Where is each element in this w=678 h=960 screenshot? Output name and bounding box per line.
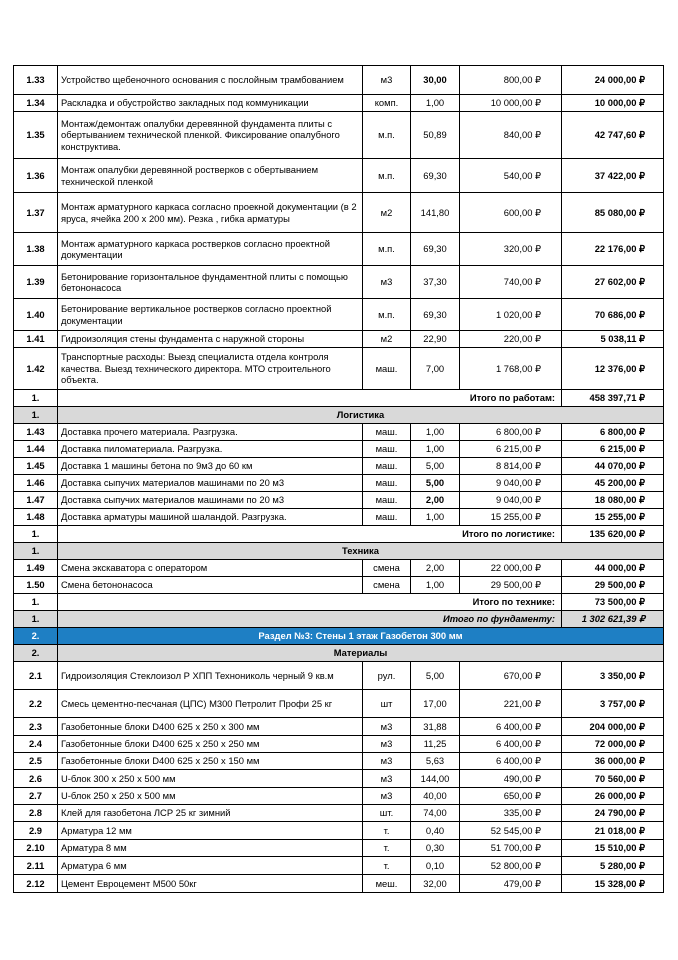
category-header-row	[14, 645, 664, 662]
row-quantity: 31,88	[411, 718, 460, 736]
row-description: Смена экскаватора с оператором	[58, 560, 363, 577]
row-number: 2.9	[14, 822, 58, 840]
row-description: Доставка прочего материала. Разгрузка.	[58, 424, 363, 441]
row-description: Бетонирование вертикальное ростверков согласно проектной документации	[58, 299, 363, 331]
row-price: 221,00 ₽	[460, 690, 562, 718]
row-quantity: 17,00	[411, 690, 460, 718]
row-unit: т.	[363, 840, 411, 857]
subtotal-sum: 458 397,71 ₽	[562, 390, 664, 407]
row-sum: 18 080,00 ₽	[562, 492, 664, 509]
row-number: 2.12	[14, 875, 58, 893]
row-unit: т.	[363, 822, 411, 840]
row-sum: 12 376,00 ₽	[562, 348, 664, 390]
row-description: Клей для газобетона ЛСР 25 кг зимний	[58, 805, 363, 822]
row-unit: маш.	[363, 475, 411, 492]
table-row	[14, 348, 664, 390]
row-quantity: 7,00	[411, 348, 460, 390]
row-price: 29 500,00 ₽	[460, 577, 562, 594]
row-unit: смена	[363, 560, 411, 577]
grand-total-row	[14, 611, 664, 628]
row-sum: 204 000,00 ₽	[562, 718, 664, 736]
table-row	[14, 690, 664, 718]
row-sum: 44 070,00 ₽	[562, 458, 664, 475]
row-quantity: 0,10	[411, 857, 460, 875]
row-price: 479,00 ₽	[460, 875, 562, 893]
row-number: 1.33	[14, 66, 58, 95]
row-sum: 85 080,00 ₽	[562, 193, 664, 233]
row-description: Арматура 12 мм	[58, 822, 363, 840]
row-price: 740,00 ₽	[460, 266, 562, 299]
row-sum: 10 000,00 ₽	[562, 95, 664, 112]
table-row	[14, 424, 664, 441]
row-number: 2.10	[14, 840, 58, 857]
row-description: Цемент Евроцемент М500 50кг	[58, 875, 363, 893]
row-number: 2.7	[14, 788, 58, 805]
row-quantity: 69,30	[411, 233, 460, 266]
row-quantity: 37,30	[411, 266, 460, 299]
row-quantity: 1,00	[411, 509, 460, 526]
table-row	[14, 509, 664, 526]
row-sum: 44 000,00 ₽	[562, 560, 664, 577]
row-quantity: 0,30	[411, 840, 460, 857]
row-unit: маш.	[363, 348, 411, 390]
table-row	[14, 266, 664, 299]
row-quantity: 5,00	[411, 662, 460, 690]
table-row	[14, 788, 664, 805]
table-row	[14, 822, 664, 840]
row-description: Доставка 1 машины бетона по 9м3 до 60 км	[58, 458, 363, 475]
row-number: 2.3	[14, 718, 58, 736]
row-number: 1.	[14, 594, 58, 611]
category-header-label: Логистика	[58, 407, 664, 424]
row-unit: смена	[363, 577, 411, 594]
row-number: 1.40	[14, 299, 58, 331]
table-row	[14, 753, 664, 770]
row-unit: маш.	[363, 509, 411, 526]
row-number: 1.49	[14, 560, 58, 577]
row-description: U-блок 250 х 250 х 500 мм	[58, 788, 363, 805]
row-description: Доставка пиломатериала. Разгрузка.	[58, 441, 363, 458]
row-number: 1.42	[14, 348, 58, 390]
row-sum: 15 328,00 ₽	[562, 875, 664, 893]
subtotal-label: Итого по технике:	[58, 594, 562, 611]
row-sum: 15 255,00 ₽	[562, 509, 664, 526]
table-row	[14, 718, 664, 736]
table-row	[14, 458, 664, 475]
row-unit: м3	[363, 753, 411, 770]
row-quantity: 69,30	[411, 299, 460, 331]
row-price: 840,00 ₽	[460, 112, 562, 159]
row-unit: м.п.	[363, 233, 411, 266]
row-sum: 26 000,00 ₽	[562, 788, 664, 805]
row-description: Доставка сыпучих материалов машинами по 20 м3	[58, 475, 363, 492]
subtotal-label: Итого по логистике:	[58, 526, 562, 543]
table-row	[14, 492, 664, 509]
row-description: U-блок 300 х 250 х 500 мм	[58, 770, 363, 788]
subtotal-row	[14, 526, 664, 543]
row-number: 2.5	[14, 753, 58, 770]
subtotal-row	[14, 594, 664, 611]
row-number: 1.39	[14, 266, 58, 299]
row-unit: м3	[363, 736, 411, 753]
row-price: 6 400,00 ₽	[460, 718, 562, 736]
row-price: 1 768,00 ₽	[460, 348, 562, 390]
row-unit: м2	[363, 193, 411, 233]
row-number: 1.34	[14, 95, 58, 112]
row-quantity: 141,80	[411, 193, 460, 233]
row-quantity: 0,40	[411, 822, 460, 840]
row-price: 8 814,00 ₽	[460, 458, 562, 475]
row-description: Монтаж опалубки деревянной ростверков с обертыванием технической пленкой	[58, 159, 363, 193]
table-row	[14, 66, 664, 95]
table-row	[14, 736, 664, 753]
row-price: 10 000,00 ₽	[460, 95, 562, 112]
subtotal-sum: 135 620,00 ₽	[562, 526, 664, 543]
row-number: 2.8	[14, 805, 58, 822]
row-price: 490,00 ₽	[460, 770, 562, 788]
table-row	[14, 441, 664, 458]
table-row	[14, 805, 664, 822]
section-title: Раздел №3: Стены 1 этаж Газобетон 300 мм	[58, 628, 664, 645]
row-price: 800,00 ₽	[460, 66, 562, 95]
table-row	[14, 299, 664, 331]
row-unit: меш.	[363, 875, 411, 893]
row-quantity: 2,00	[411, 492, 460, 509]
row-sum: 3 757,00 ₽	[562, 690, 664, 718]
row-price: 220,00 ₽	[460, 331, 562, 348]
row-sum: 27 602,00 ₽	[562, 266, 664, 299]
row-quantity: 50,89	[411, 112, 460, 159]
row-number: 2.2	[14, 690, 58, 718]
row-quantity: 1,00	[411, 441, 460, 458]
row-sum: 70 560,00 ₽	[562, 770, 664, 788]
row-unit: маш.	[363, 424, 411, 441]
row-sum: 72 000,00 ₽	[562, 736, 664, 753]
row-number: 1.36	[14, 159, 58, 193]
row-price: 52 800,00 ₽	[460, 857, 562, 875]
row-number: 1.	[14, 526, 58, 543]
subtotal-label: Итого по работам:	[58, 390, 562, 407]
table-row	[14, 233, 664, 266]
row-description: Смесь цементно-песчаная (ЦПС) М300 Петролит Профи 25 кг	[58, 690, 363, 718]
row-price: 52 545,00 ₽	[460, 822, 562, 840]
row-number: 1.	[14, 543, 58, 560]
row-price: 335,00 ₽	[460, 805, 562, 822]
table-row	[14, 662, 664, 690]
subtotal-row	[14, 390, 664, 407]
category-header-row	[14, 543, 664, 560]
table-row	[14, 475, 664, 492]
row-quantity: 5,00	[411, 458, 460, 475]
row-unit: шт.	[363, 805, 411, 822]
row-quantity: 5,63	[411, 753, 460, 770]
table-row	[14, 193, 664, 233]
row-price: 650,00 ₽	[460, 788, 562, 805]
row-number: 1.46	[14, 475, 58, 492]
table-row	[14, 560, 664, 577]
row-unit: м.п.	[363, 159, 411, 193]
row-sum: 45 200,00 ₽	[562, 475, 664, 492]
row-number: 1.37	[14, 193, 58, 233]
row-number: 1.43	[14, 424, 58, 441]
row-price: 600,00 ₽	[460, 193, 562, 233]
row-unit: м3	[363, 718, 411, 736]
row-unit: маш.	[363, 458, 411, 475]
row-price: 6 215,00 ₽	[460, 441, 562, 458]
row-number: 1.41	[14, 331, 58, 348]
row-price: 6 800,00 ₽	[460, 424, 562, 441]
row-description: Арматура 8 мм	[58, 840, 363, 857]
row-sum: 37 422,00 ₽	[562, 159, 664, 193]
category-header-row	[14, 407, 664, 424]
row-unit: т.	[363, 857, 411, 875]
row-description: Монтаж арматурного каркаса ростверков согласно проектной документации	[58, 233, 363, 266]
row-description: Монтаж арматурного каркаса согласно проекной документации (в 2 яруса, ячейка 200 х 200 мм). Резка , гибка арматуры	[58, 193, 363, 233]
row-description: Доставка сыпучих материалов машинами по 20 м3	[58, 492, 363, 509]
row-sum: 29 500,00 ₽	[562, 577, 664, 594]
row-quantity: 1,00	[411, 95, 460, 112]
row-quantity: 1,00	[411, 424, 460, 441]
grand-total-sum: 1 302 621,39 ₽	[562, 611, 664, 628]
estimate-table	[13, 65, 664, 893]
category-header-label: Материалы	[58, 645, 664, 662]
row-description: Раскладка и обустройство закладных под коммуникации	[58, 95, 363, 112]
table-row	[14, 112, 664, 159]
row-unit: шт	[363, 690, 411, 718]
row-unit: рул.	[363, 662, 411, 690]
row-sum: 22 176,00 ₽	[562, 233, 664, 266]
row-sum: 15 510,00 ₽	[562, 840, 664, 857]
table-row	[14, 770, 664, 788]
row-number: 2.	[14, 628, 58, 645]
row-unit: м2	[363, 331, 411, 348]
row-quantity: 32,00	[411, 875, 460, 893]
row-sum: 70 686,00 ₽	[562, 299, 664, 331]
row-number: 1.35	[14, 112, 58, 159]
row-number: 2.11	[14, 857, 58, 875]
row-unit: м.п.	[363, 299, 411, 331]
row-price: 670,00 ₽	[460, 662, 562, 690]
table-row	[14, 331, 664, 348]
row-quantity: 74,00	[411, 805, 460, 822]
row-unit: маш.	[363, 441, 411, 458]
row-number: 1.44	[14, 441, 58, 458]
row-quantity: 22,90	[411, 331, 460, 348]
category-header-label: Техника	[58, 543, 664, 560]
row-price: 51 700,00 ₽	[460, 840, 562, 857]
row-number: 2.1	[14, 662, 58, 690]
estimate-table-body	[14, 66, 664, 893]
row-quantity: 69,30	[411, 159, 460, 193]
row-unit: комп.	[363, 95, 411, 112]
subtotal-sum: 73 500,00 ₽	[562, 594, 664, 611]
row-number: 1.	[14, 390, 58, 407]
row-unit: м3	[363, 770, 411, 788]
row-quantity: 2,00	[411, 560, 460, 577]
row-sum: 21 018,00 ₽	[562, 822, 664, 840]
row-quantity: 11,25	[411, 736, 460, 753]
row-description: Газобетонные блоки D400 625 х 250 х 150 мм	[58, 753, 363, 770]
row-description: Устройство щебеночного основания с послойным трамбованием	[58, 66, 363, 95]
table-row	[14, 159, 664, 193]
row-sum: 5 038,11 ₽	[562, 331, 664, 348]
row-quantity: 30,00	[411, 66, 460, 95]
row-number: 1.50	[14, 577, 58, 594]
table-row	[14, 875, 664, 893]
table-row	[14, 577, 664, 594]
row-sum: 24 790,00 ₽	[562, 805, 664, 822]
row-price: 15 255,00 ₽	[460, 509, 562, 526]
row-price: 9 040,00 ₽	[460, 492, 562, 509]
row-number: 2.6	[14, 770, 58, 788]
row-unit: маш.	[363, 492, 411, 509]
row-description: Бетонирование горизонтальное фундаментной плиты с помощью бетононасоса	[58, 266, 363, 299]
row-sum: 3 350,00 ₽	[562, 662, 664, 690]
row-unit: м3	[363, 66, 411, 95]
row-sum: 42 747,60 ₽	[562, 112, 664, 159]
row-quantity: 1,00	[411, 577, 460, 594]
row-description: Арматура 6 мм	[58, 857, 363, 875]
row-price: 1 020,00 ₽	[460, 299, 562, 331]
row-description: Газобетонные блоки D400 625 х 250 х 250 мм	[58, 736, 363, 753]
row-sum: 5 280,00 ₽	[562, 857, 664, 875]
table-row	[14, 840, 664, 857]
grand-total-label: Итого по фундаменту:	[58, 611, 562, 628]
row-number: 1.	[14, 407, 58, 424]
section-header-row	[14, 628, 664, 645]
row-sum: 6 215,00 ₽	[562, 441, 664, 458]
row-number: 2.	[14, 645, 58, 662]
row-description: Доставка арматуры машиной шаландой. Разгрузка.	[58, 509, 363, 526]
row-number: 1.38	[14, 233, 58, 266]
row-quantity: 5,00	[411, 475, 460, 492]
row-description: Газобетонные блоки D400 625 х 250 х 300 мм	[58, 718, 363, 736]
row-sum: 6 800,00 ₽	[562, 424, 664, 441]
row-price: 9 040,00 ₽	[460, 475, 562, 492]
row-description: Гидроизоляция стены фундамента с наружной стороны	[58, 331, 363, 348]
row-number: 2.4	[14, 736, 58, 753]
row-quantity: 40,00	[411, 788, 460, 805]
table-row	[14, 95, 664, 112]
row-unit: м3	[363, 788, 411, 805]
row-quantity: 144,00	[411, 770, 460, 788]
row-price: 540,00 ₽	[460, 159, 562, 193]
table-row	[14, 857, 664, 875]
row-description: Гидроизоляция Стеклоизол Р ХПП Технониколь черный 9 кв.м	[58, 662, 363, 690]
row-description: Смена бетононасоса	[58, 577, 363, 594]
row-price: 6 400,00 ₽	[460, 753, 562, 770]
row-sum: 36 000,00 ₽	[562, 753, 664, 770]
row-price: 6 400,00 ₽	[460, 736, 562, 753]
row-unit: м3	[363, 266, 411, 299]
row-description: Транспортные расходы: Выезд специалиста отдела контроля качества. Выезд технического директора. МТО строительного объекта.	[58, 348, 363, 390]
row-description: Монтаж/демонтаж опалубки деревянной фундамента плиты с обертыванием технической пленкой. Фиксирование опалубного конструктива.	[58, 112, 363, 159]
row-number: 1.47	[14, 492, 58, 509]
row-sum: 24 000,00 ₽	[562, 66, 664, 95]
row-unit: м.п.	[363, 112, 411, 159]
row-number: 1.45	[14, 458, 58, 475]
row-price: 22 000,00 ₽	[460, 560, 562, 577]
row-price: 320,00 ₽	[460, 233, 562, 266]
row-number: 1.48	[14, 509, 58, 526]
row-number: 1.	[14, 611, 58, 628]
